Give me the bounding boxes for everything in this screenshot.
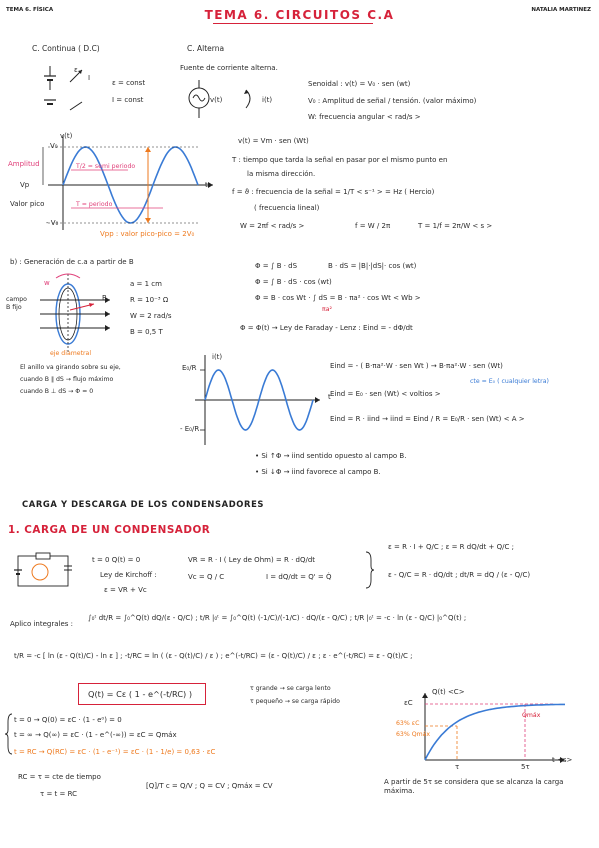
flux-eq-1b: B · dS = |B|·|dS|· cos (wt): [328, 262, 417, 270]
lenz-rule-2: • Si ↓Φ → iind favorece al campo B.: [255, 468, 381, 476]
case-tinf: t = ∞ → Q(∞) = εC · (1 - e^(-∞)) = εC = Qmáx: [14, 731, 177, 739]
signal-equation: Senoidal : v(t) = V₀ · sen (wt): [308, 80, 411, 88]
current-sine-graph: [175, 350, 325, 450]
eind-eq-3: Eind = R · iind → iind = Eind / R = E₀/R · sen (Wt) < A >: [330, 415, 525, 423]
ring-omega: w: [44, 279, 50, 287]
vt-equation: v(t) = Vm · sen (Wt): [238, 137, 309, 145]
dc-eq-i: I = const: [112, 96, 144, 104]
frequency-definition: f = ϑ : frecuencia de la señal = 1/T < s⁻¹ > = Hz ( Hercio): [232, 188, 435, 196]
flux-note: πa²: [322, 306, 332, 313]
case-t0: t = 0 → Q(0) = εC · (1 - e⁰) = 0: [14, 716, 122, 724]
carga-right-1: ε = R · I + Q/C ; ε = R dQ/dt + Q/C ;: [388, 543, 514, 551]
page-title: TEMA 6. CIRCUITOS C.A: [204, 8, 395, 22]
voltage-sine-graph: [8, 130, 228, 245]
rotating-ring-diagram: [10, 270, 120, 360]
carga-right-2: ε - Q/C = R · dQ/dt ; dt/R = dQ / (ε - Q/C): [388, 571, 531, 579]
tau-large: τ grande → se carga lento: [250, 685, 331, 692]
integrals-step-1: ∫₀ᵗ dt/R = ∫₀^Q(t) dQ/(ε - Q/C) ; t/R |₀ᵗ = ∫₀^Q(t) (-1/C)/(-1/C) · dQ/(ε - Q/C) ; t/R |₀ᵗ = -c · ln (ε - Q/C) |₀^Q(t) ;: [88, 614, 467, 622]
generation-title: b) : Generación de c.a a partir de B: [10, 258, 134, 266]
rc-tau-eq: τ = t = RC: [40, 790, 77, 798]
graph1-amplitud: Amplitud: [8, 160, 40, 168]
current-arrow-icon: [244, 88, 264, 112]
period-eq: T = 1/f = 2π/W < s >: [418, 222, 493, 230]
graph1-minus-v0: - V₀: [46, 219, 59, 227]
period-definition-1: T : tiempo que tarda la señal en pasar por el mismo punto en: [232, 156, 448, 164]
integrals-label: Aplico integrales :: [10, 620, 74, 628]
v0-definition: V₀ : Amplitud de señal / tensión. (valor máximo): [308, 97, 477, 105]
graph2-t-axis: t: [328, 393, 331, 401]
carga-t0: t = 0 Q(t) = 0: [92, 556, 141, 564]
capacitance-units: [Q]/T c = Q/V ; Q = CV ; Qmáx = CV: [146, 782, 273, 790]
dc-eq-e: ε = const: [112, 79, 146, 87]
eind-eq-1: Eind = - ( B·πa²·W · sen Wt ) → B·πa²·W · sen (Wt): [330, 362, 503, 370]
dc-e-symbol: ε: [74, 66, 78, 74]
header-author: NATALIA MARTINEZ: [531, 7, 591, 13]
graph1-vp: Vp: [20, 181, 30, 189]
graph1-valor-pico: Valor pico: [10, 200, 45, 208]
ring-axis-label: eje diametral: [50, 350, 92, 357]
flux-eq-3: Φ = B · cos Wt · ∫ dS = B · πa² · cos Wt < Wb >: [255, 294, 421, 302]
param-w: W = 2 rad/s: [130, 312, 172, 320]
integrals-step-2: t/R = -c [ ln (ε - Q(t)/C) - ln ε ] ; -t/RC = ln ( (ε - Q(t)/C) / ε ) ; e^(-t/RC) = (ε - Q(t)/C) / ε ; ε · e^(-t/RC) = ε - Q(t)/C ;: [14, 652, 413, 660]
result-equation: Q(t) = Cε ( 1 - e^(-t/RC) ): [88, 689, 193, 699]
graph3-5tau: 5τ: [521, 763, 530, 771]
carga-kirchhoff: Ley de Kirchoff :: [100, 571, 157, 579]
ring-note-1: El anillo va girando sobre su eje,: [20, 364, 121, 371]
angular-frequency-eq: W = 2πf < rad/s >: [240, 222, 305, 230]
carga-vc: Vc = Q / C: [188, 573, 225, 581]
carga-i-def: I = dQ/dt = Q' = Q̇: [266, 573, 332, 581]
ac-source-text: Fuente de corriente alterna.: [180, 64, 278, 72]
rc-circuit-diagram: [10, 552, 80, 592]
flux-eq-1: Φ = ∫ B · dS: [255, 262, 298, 270]
param-a: a = 1 cm: [130, 280, 162, 288]
ac-it-label: i(t): [262, 96, 273, 104]
tau-small: τ pequeño → se carga rápido: [250, 698, 340, 705]
ac-vt-label: v(t): [210, 96, 223, 104]
eind-eq-2: Eind = E₀ · sen (Wt) < voltios >: [330, 390, 441, 398]
carga-vr: VR = R · I ( Ley de Ohm) = R · dQ/dt: [188, 556, 316, 564]
period-definition-2: la misma dirección.: [247, 170, 316, 178]
title-underline: [213, 23, 373, 24]
graph1-t-axis: t: [205, 181, 208, 189]
graph3-tau: τ: [455, 763, 460, 771]
brace-left: [4, 712, 14, 758]
frequency-linear: ( frecuencia lineal): [254, 204, 320, 212]
lenz-rule-1: • Si ↑Φ → iind sentido opuesto al campo B.: [255, 452, 407, 460]
dc-battery-icon: [40, 62, 100, 122]
graph1-period: T = periodo: [76, 201, 113, 208]
header-subject: TEMA 6. FÍSICA: [6, 7, 54, 13]
ring-campo-label: campo B fijo: [6, 296, 27, 311]
case-trc: t = RC → Q(RC) = εC · (1 - e⁻¹) = εC · (1 - 1/e) = 0,63 · εC: [14, 748, 216, 756]
ring-b-vector: B: [102, 294, 107, 302]
brace-right: [364, 550, 374, 590]
carga-sum: ε = VR + Vc: [104, 586, 147, 594]
flux-eq-2: Φ = ∫ B · dS · cos (wt): [255, 278, 332, 286]
param-r: R = 10⁻³ Ω: [130, 296, 169, 304]
graph1-vpp: Vpp : valor pico-pico = 2V₀: [100, 230, 195, 238]
graph2-y-axis: i(t): [212, 353, 223, 361]
ring-note-2: cuando B ∥ dS → flujo máximo: [20, 376, 114, 383]
dc-i-symbol: I: [88, 74, 91, 82]
ac-label: C. Alterna: [187, 44, 225, 53]
dc-label: C. Continua ( D.C): [32, 44, 100, 53]
frequency-eq: f = W / 2π: [355, 222, 391, 230]
faraday-law: Φ = Φ(t) → Ley de Faraday - Lenz : Eind = - dΦ/dt: [240, 324, 413, 332]
graph3-qmax: Qmáx: [522, 712, 541, 719]
graph3-y-axis: Q(t) <C>: [432, 688, 465, 696]
param-b: B = 0,5 T: [130, 328, 163, 336]
graph2-y-pos: E₀/R: [182, 364, 197, 372]
graph3-63-ec: 63% εC: [396, 720, 420, 727]
graph1-v-axis: v(t): [60, 132, 73, 140]
graph3-t-axis: t <s>: [552, 756, 573, 764]
graph1-v0: V₀: [50, 142, 58, 150]
graph3-ec: εC: [404, 699, 413, 707]
rc-time-constant: RC = τ = cte de tiempo: [18, 773, 101, 781]
five-tau-note: A partir de 5τ se considera que se alcanza la carga máxima.: [384, 778, 564, 795]
eind-note: cte = E₀ ( cualquier letra): [470, 378, 549, 385]
graph3-63-qmax: 63% Qmáx: [396, 731, 431, 738]
graph2-y-neg: - E₀/R: [180, 425, 200, 433]
section-title: CARGA Y DESCARGA DE LOS CONDENSADORES: [22, 499, 265, 509]
graph1-half-period: T/2 = semi periodo: [76, 163, 136, 170]
w-definition: W: frecuencia angular < rad/s >: [308, 113, 421, 121]
ring-note-3: cuando B ⊥ dS → Φ = 0: [20, 388, 94, 395]
subsection-title: 1. CARGA DE UN CONDENSADOR: [8, 524, 211, 536]
